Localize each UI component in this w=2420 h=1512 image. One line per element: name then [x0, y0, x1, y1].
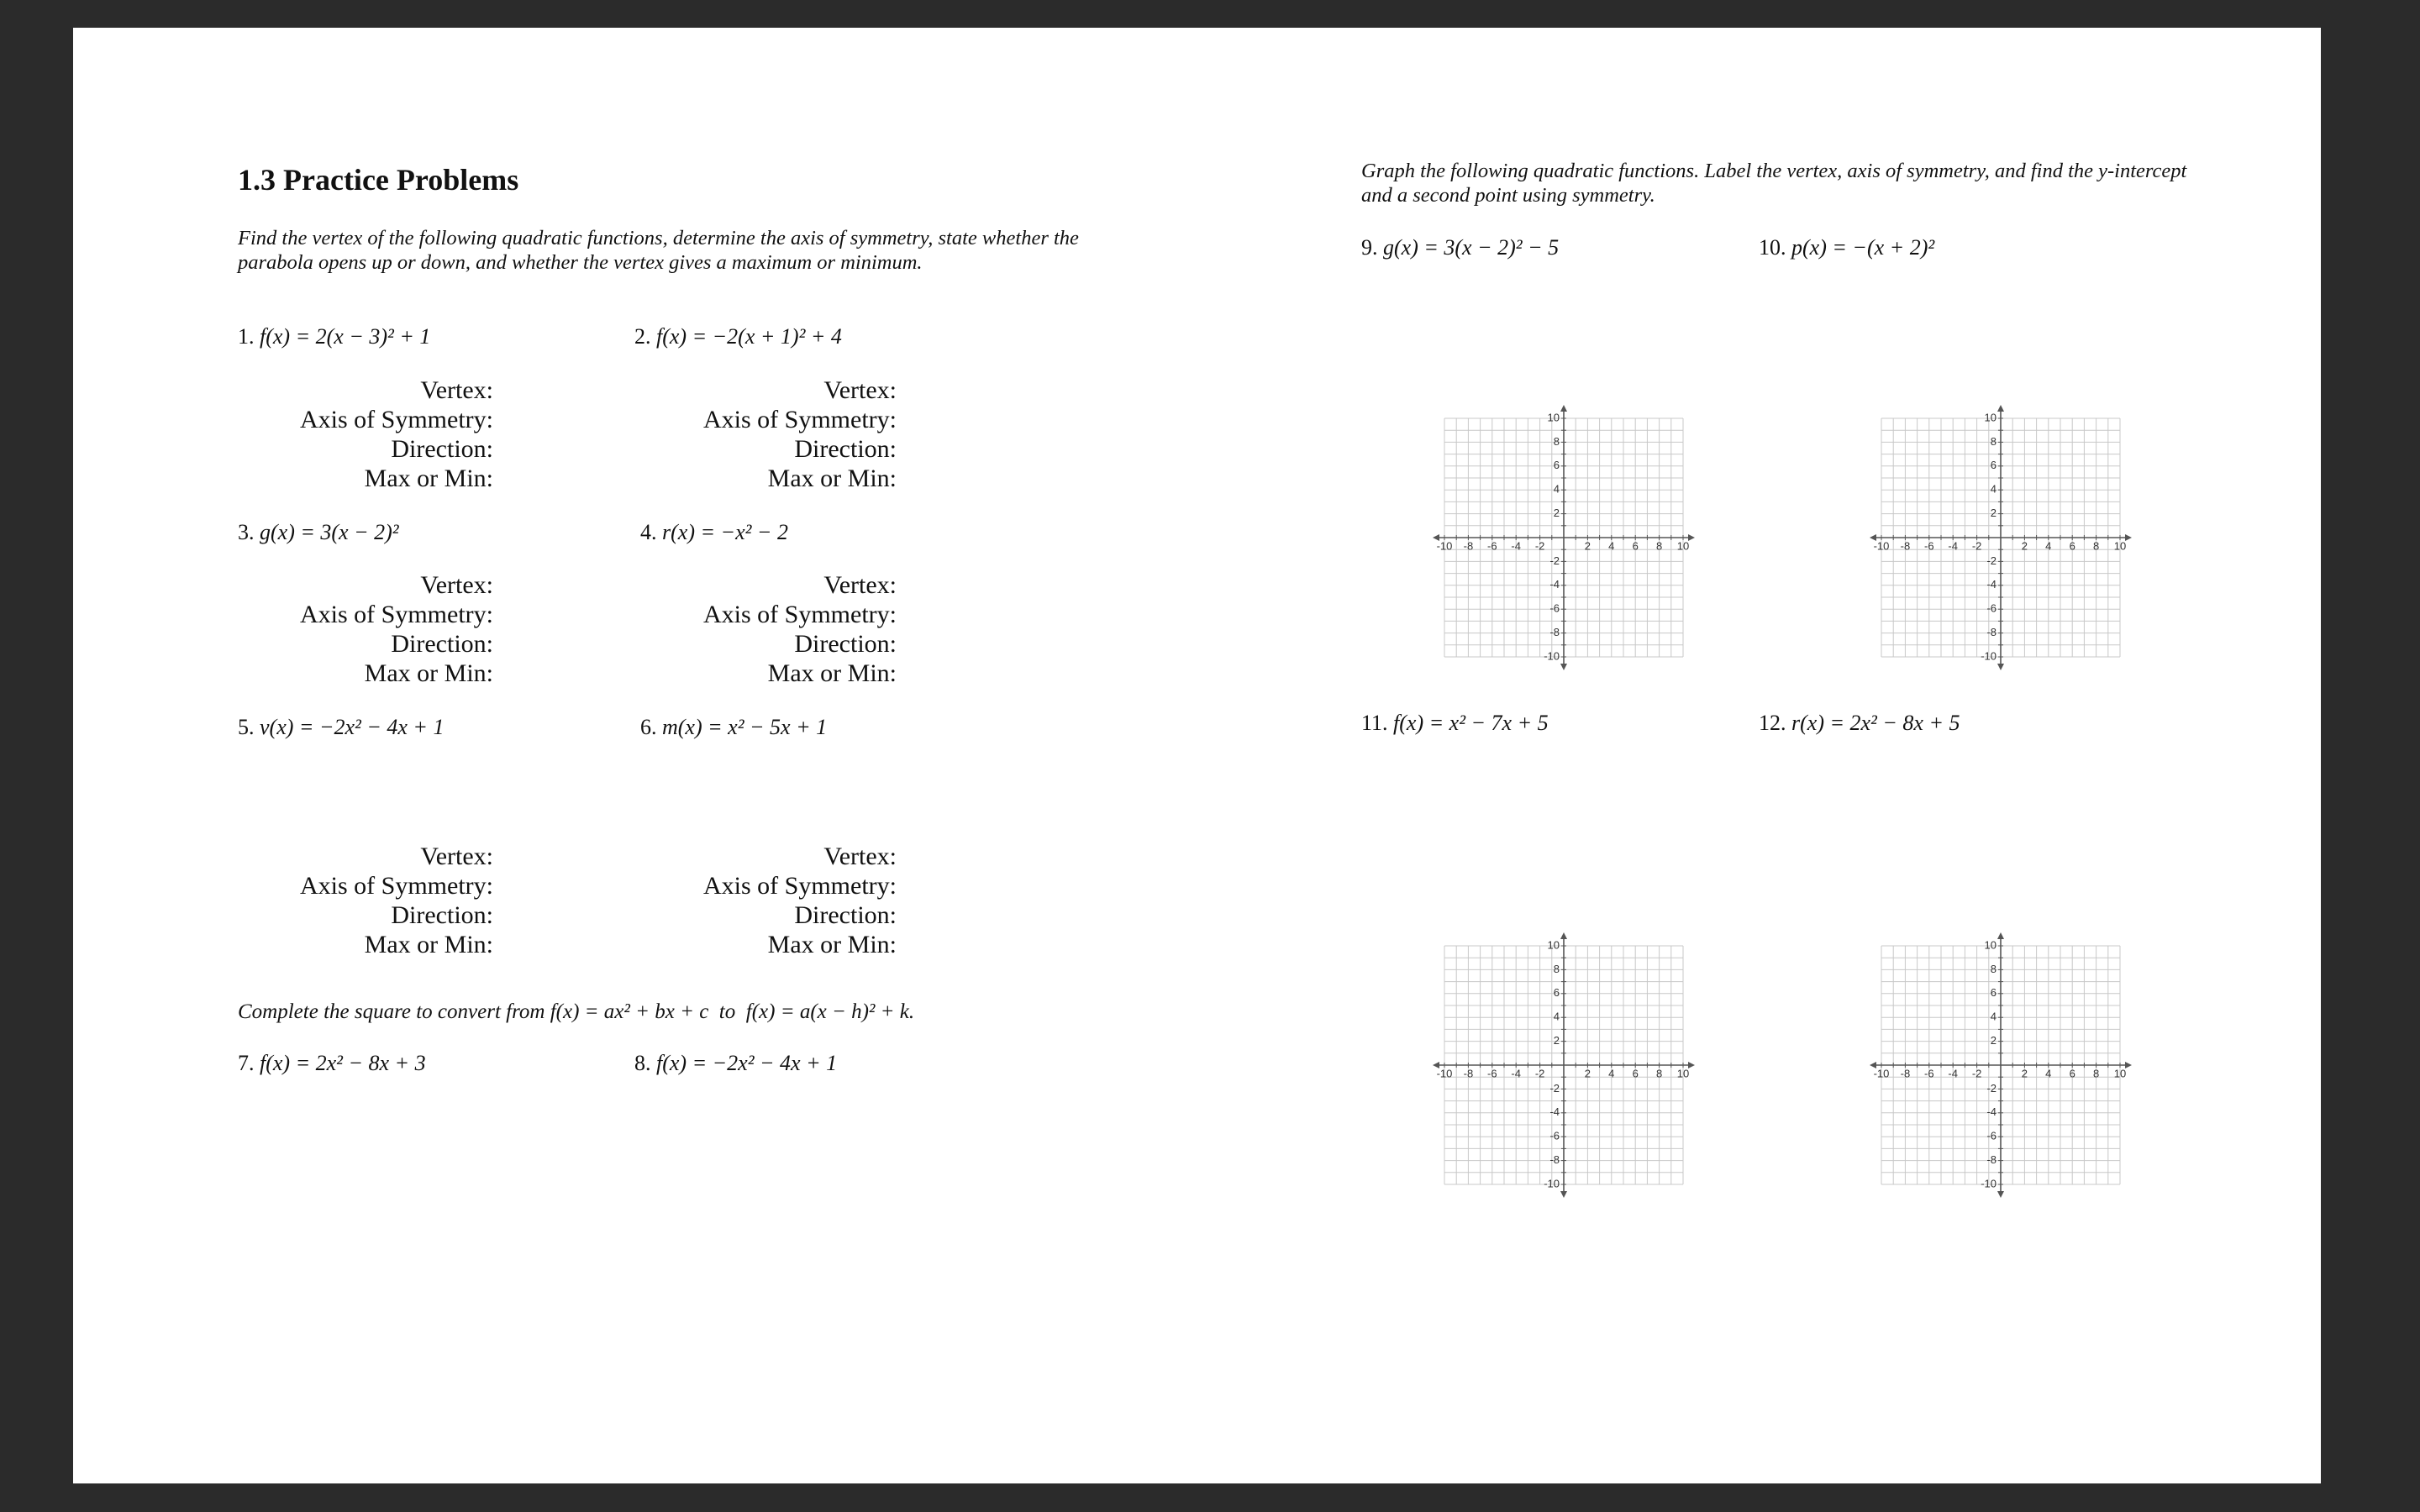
- left-instructions: Find the vertex of the following quadratic functions, determine the axis of symmetry, state whether the parabola opens up or down, and whether the vertex gives a maximum or minimum.: [238, 227, 1079, 274]
- axis-label: Axis of Symmetry:: [703, 601, 897, 628]
- y-tick-label: -8: [1986, 626, 1996, 639]
- direction-label: Direction:: [794, 435, 897, 463]
- direction-label: Direction:: [391, 435, 493, 463]
- y-tick-label: -2: [1986, 554, 1996, 567]
- x-tick-label: -2: [1971, 539, 1982, 553]
- y-tick-label: 6: [1990, 986, 1996, 1000]
- to-text: to: [718, 1000, 736, 1023]
- problem-5: [238, 715, 444, 740]
- maxmin-label: Max or Min:: [767, 931, 897, 958]
- x-tick-label: -6: [1487, 1067, 1497, 1080]
- problem-3: [238, 520, 399, 545]
- y-tick-label: 6: [1553, 459, 1560, 472]
- problem-4: [640, 520, 788, 545]
- problem-9-expression: g(x) = 3(x − 2)² − 5: [1383, 235, 1560, 260]
- coordinate-grid-10[interactable]: [1866, 403, 2135, 680]
- x-tick-label: -10: [1436, 1067, 1453, 1080]
- x-tick-label: 10: [2113, 1067, 2127, 1080]
- y-tick-label: 2: [1553, 507, 1560, 520]
- x-tick-label: -2: [1534, 539, 1545, 553]
- maxmin-label: Max or Min:: [364, 931, 493, 958]
- y-tick-label: 4: [1990, 482, 1996, 496]
- x-tick-label: 8: [1655, 1067, 1663, 1080]
- vertex-label: Vertex:: [420, 843, 493, 870]
- grid-svg: [1429, 403, 1698, 680]
- y-tick-label: 2: [1553, 1034, 1560, 1047]
- problem-6-number: 6.: [640, 715, 657, 739]
- y-axis-arrow-up: [1560, 932, 1567, 939]
- y-tick-label: 4: [1990, 1010, 1996, 1023]
- problem-1-number: 1.: [238, 324, 255, 349]
- y-axis-arrow-down: [1560, 664, 1567, 670]
- y-tick-label: -8: [1549, 1153, 1560, 1167]
- y-tick-label: 4: [1553, 482, 1560, 496]
- y-tick-label: 10: [1547, 938, 1560, 952]
- y-tick-label: -4: [1549, 578, 1560, 591]
- problem-1: [238, 324, 430, 349]
- problem-8-expression: f(x) = −2x² − 4x + 1: [656, 1051, 838, 1075]
- x-tick-label: -10: [1873, 1067, 1890, 1080]
- x-tick-label: 8: [1655, 539, 1663, 553]
- problem-10-expression: p(x) = −(x + 2)²: [1791, 235, 1935, 260]
- complete-square-instructions: [238, 1000, 914, 1024]
- problem-12: [1759, 711, 1960, 736]
- x-tick-label: 10: [1676, 1067, 1690, 1080]
- problem-11-number: 11.: [1361, 711, 1388, 735]
- y-tick-label: -10: [1981, 1177, 1996, 1190]
- problem-9-number: 9.: [1361, 235, 1378, 260]
- y-tick-label: 10: [1984, 411, 1996, 424]
- y-tick-label: -10: [1544, 649, 1560, 663]
- x-tick-label: -10: [1873, 539, 1890, 553]
- standard-form: f(x) = ax² + bx + c: [550, 1000, 709, 1023]
- answer-labels-4: [703, 570, 897, 688]
- x-tick-label: 8: [2092, 1067, 2100, 1080]
- problem-11: [1361, 711, 1549, 736]
- y-axis-arrow-up: [1997, 932, 2004, 939]
- y-tick-label: 10: [1984, 938, 1996, 952]
- problem-3-expression: g(x) = 3(x − 2)²: [260, 520, 399, 544]
- y-tick-label: -8: [1549, 626, 1560, 639]
- coordinate-grid-12[interactable]: [1866, 931, 2135, 1208]
- problem-2: [634, 324, 842, 349]
- x-tick-label: -6: [1924, 1067, 1934, 1080]
- answer-labels-2: [703, 375, 897, 493]
- vertex-label: Vertex:: [823, 376, 897, 404]
- y-axis-arrow-down: [1997, 664, 2004, 670]
- y-tick-label: -6: [1549, 601, 1560, 615]
- grid-svg: [1866, 931, 2135, 1208]
- y-axis-arrow-up: [1997, 405, 2004, 412]
- right-instructions: Graph the following quadratic functions. Label the vertex, axis of symmetry, and find the y-intercept and a second point using symmetry.: [1361, 160, 2187, 207]
- grid-svg: [1429, 931, 1698, 1208]
- y-axis-arrow-down: [1997, 1191, 2004, 1198]
- x-tick-label: 4: [2045, 539, 2052, 553]
- x-tick-label: -10: [1436, 539, 1453, 553]
- maxmin-label: Max or Min:: [364, 465, 493, 492]
- x-tick-label: -8: [1900, 539, 1911, 553]
- answer-labels-6: [703, 842, 897, 959]
- problem-7-expression: f(x) = 2x² − 8x + 3: [260, 1051, 426, 1075]
- coordinate-grid-11[interactable]: [1429, 931, 1698, 1208]
- x-tick-label: 6: [1632, 539, 1639, 553]
- y-tick-label: -8: [1986, 1153, 1996, 1167]
- problem-5-expression: v(x) = −2x² − 4x + 1: [260, 715, 445, 739]
- maxmin-label: Max or Min:: [767, 659, 897, 687]
- x-tick-label: -4: [1511, 1067, 1521, 1080]
- worksheet-page: [73, 28, 2321, 1483]
- problem-10: [1759, 235, 1934, 260]
- problem-5-number: 5.: [238, 715, 255, 739]
- x-tick-label: 6: [2069, 539, 2075, 553]
- y-axis-arrow-up: [1560, 405, 1567, 412]
- x-tick-label: -6: [1924, 539, 1934, 553]
- complete-square-text: Complete the square to convert from: [238, 1000, 545, 1023]
- axis-label: Axis of Symmetry:: [300, 406, 493, 433]
- y-tick-label: 8: [1553, 962, 1560, 975]
- y-tick-label: -10: [1981, 649, 1996, 663]
- x-tick-label: -8: [1463, 1067, 1474, 1080]
- problem-3-number: 3.: [238, 520, 255, 544]
- x-tick-label: -8: [1463, 539, 1474, 553]
- y-tick-label: 8: [1553, 434, 1560, 448]
- axis-label: Axis of Symmetry:: [300, 601, 493, 628]
- x-tick-label: 4: [2045, 1067, 2052, 1080]
- axis-label: Axis of Symmetry:: [300, 872, 493, 900]
- y-tick-label: -4: [1549, 1105, 1560, 1119]
- y-tick-label: -10: [1544, 1177, 1560, 1190]
- x-tick-label: 2: [2021, 539, 2028, 553]
- coordinate-grid-9[interactable]: [1429, 403, 1698, 680]
- problem-4-number: 4.: [640, 520, 657, 544]
- direction-label: Direction:: [794, 901, 897, 929]
- problem-8: [634, 1051, 837, 1076]
- vertex-label: Vertex:: [823, 571, 897, 599]
- vertex-label: Vertex:: [420, 376, 493, 404]
- x-tick-label: 8: [2092, 539, 2100, 553]
- problem-2-number: 2.: [634, 324, 651, 349]
- x-tick-label: -6: [1487, 539, 1497, 553]
- x-tick-label: 4: [1608, 539, 1615, 553]
- grid-svg: [1866, 403, 2135, 680]
- problem-1-expression: f(x) = 2(x − 3)² + 1: [260, 324, 431, 349]
- x-tick-label: 6: [2069, 1067, 2075, 1080]
- y-tick-label: -2: [1549, 554, 1560, 567]
- problem-12-expression: r(x) = 2x² − 8x + 5: [1791, 711, 1960, 735]
- problem-6-expression: m(x) = x² − 5x + 1: [662, 715, 828, 739]
- answer-labels-5: [300, 842, 493, 959]
- problem-2-expression: f(x) = −2(x + 1)² + 4: [656, 324, 842, 349]
- axis-label: Axis of Symmetry:: [703, 872, 897, 900]
- x-tick-label: -2: [1971, 1067, 1982, 1080]
- problem-4-expression: r(x) = −x² − 2: [662, 520, 788, 544]
- problem-6: [640, 715, 827, 740]
- y-axis-arrow-down: [1560, 1191, 1567, 1198]
- vertex-form: f(x) = a(x − h)² + k.: [745, 1000, 915, 1023]
- y-tick-label: -2: [1986, 1081, 1996, 1095]
- y-tick-label: -6: [1986, 601, 1996, 615]
- direction-label: Direction:: [794, 630, 897, 658]
- x-tick-label: -4: [1511, 539, 1521, 553]
- x-tick-label: -8: [1900, 1067, 1911, 1080]
- problem-11-expression: f(x) = x² − 7x + 5: [1393, 711, 1549, 735]
- problem-8-number: 8.: [634, 1051, 651, 1075]
- direction-label: Direction:: [391, 901, 493, 929]
- problem-12-number: 12.: [1759, 711, 1786, 735]
- problem-7-number: 7.: [238, 1051, 255, 1075]
- y-tick-label: 2: [1990, 507, 1996, 520]
- page-title: 1.3 Practice Problems: [238, 163, 519, 197]
- x-tick-label: 2: [2021, 1067, 2028, 1080]
- x-tick-label: 2: [1584, 539, 1591, 553]
- x-tick-label: 6: [1632, 1067, 1639, 1080]
- y-tick-label: 10: [1547, 411, 1560, 424]
- direction-label: Direction:: [391, 630, 493, 658]
- y-tick-label: 8: [1990, 434, 1996, 448]
- x-tick-label: 10: [1676, 539, 1690, 553]
- y-tick-label: -6: [1549, 1129, 1560, 1142]
- problem-9: [1361, 235, 1559, 260]
- y-tick-label: -2: [1549, 1081, 1560, 1095]
- y-tick-label: 6: [1553, 986, 1560, 1000]
- answer-labels-1: [300, 375, 493, 493]
- vertex-label: Vertex:: [823, 843, 897, 870]
- x-tick-label: 10: [2113, 539, 2127, 553]
- maxmin-label: Max or Min:: [364, 659, 493, 687]
- x-tick-label: -2: [1534, 1067, 1545, 1080]
- y-tick-label: 2: [1990, 1034, 1996, 1047]
- problem-10-number: 10.: [1759, 235, 1786, 260]
- maxmin-label: Max or Min:: [767, 465, 897, 492]
- x-tick-label: 4: [1608, 1067, 1615, 1080]
- problem-7: [238, 1051, 426, 1076]
- y-tick-label: -4: [1986, 1105, 1996, 1119]
- y-tick-label: 8: [1990, 962, 1996, 975]
- y-tick-label: 6: [1990, 459, 1996, 472]
- x-tick-label: -4: [1948, 539, 1958, 553]
- answer-labels-3: [300, 570, 493, 688]
- y-tick-label: -6: [1986, 1129, 1996, 1142]
- x-tick-label: -4: [1948, 1067, 1958, 1080]
- x-tick-label: 2: [1584, 1067, 1591, 1080]
- y-tick-label: 4: [1553, 1010, 1560, 1023]
- axis-label: Axis of Symmetry:: [703, 406, 897, 433]
- vertex-label: Vertex:: [420, 571, 493, 599]
- y-tick-label: -4: [1986, 578, 1996, 591]
